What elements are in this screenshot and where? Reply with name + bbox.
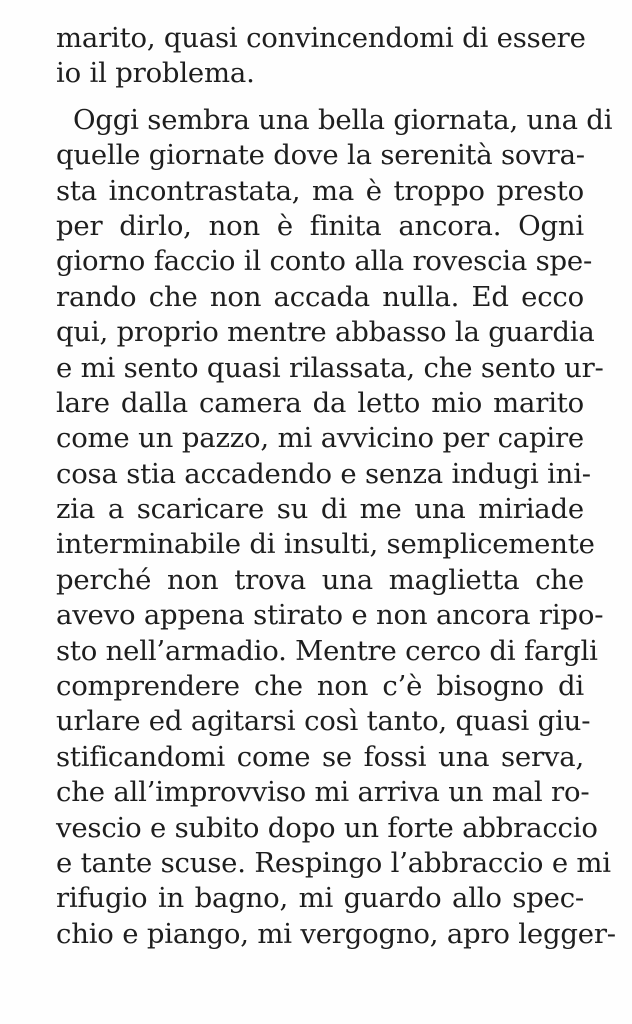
paragraph-gap — [56, 92, 584, 103]
text-line: stificandomi come se fossi una serva, — [56, 740, 584, 773]
text-line: quelle giornate dove la serenità sovra- — [56, 139, 585, 172]
text-line: sta incontrastata, ma è troppo presto — [56, 174, 584, 207]
text-line: per dirlo, non è finita ancora. Ogni — [56, 209, 584, 242]
text-line: come un pazzo, mi avvicino per capire — [56, 422, 584, 455]
text-line: marito, quasi convincendomi di essere — [56, 22, 586, 54]
text-line: e mi sento quasi rilassata, che sento ur- — [56, 351, 604, 384]
text-line: urlare ed agitarsi così tanto, quasi giu- — [56, 705, 591, 738]
text-line: e tante scuse. Respingo l’abbraccio e mi — [56, 846, 611, 879]
text-line: giorno faccio il conto alla rovescia spe- — [56, 245, 593, 278]
text-line: perché non trova una maglietta che — [56, 563, 584, 596]
text-line: che all’improvviso mi arriva un mal ro- — [56, 776, 590, 809]
text-line: zia a scaricare su di me una miriade — [56, 493, 584, 526]
text-line: comprendere che non c’è bisogno di — [56, 670, 584, 703]
text-line: cosa stia accadendo e senza indugi ini- — [56, 457, 591, 490]
body-text — [56, 21, 616, 952]
text-line: chio e piango, mi vergogno, apro legger- — [56, 917, 616, 950]
text-line: rando che non accada nulla. Ed ecco — [56, 280, 584, 313]
text-line: interminabile di insulti, semplicemente — [56, 528, 595, 561]
text-line: vescio e subito dopo un forte abbraccio — [56, 811, 598, 844]
paragraph — [56, 21, 584, 92]
text-line: qui, proprio mentre abbasso la guardia — [56, 316, 595, 349]
paragraph — [56, 103, 616, 952]
text-line: rifugio in bagno, mi guardo allo spec- — [56, 882, 584, 915]
text-line: io il problema. — [56, 57, 255, 90]
text-line: sto nell’armadio. Mentre cerco di fargli — [56, 634, 598, 667]
text-line: avevo appena stirato e non ancora ripo- — [56, 599, 604, 632]
text-line: lare dalla camera da letto mio marito — [56, 386, 584, 419]
text-line: Oggi sembra una bella giornata, una di — [73, 103, 613, 136]
